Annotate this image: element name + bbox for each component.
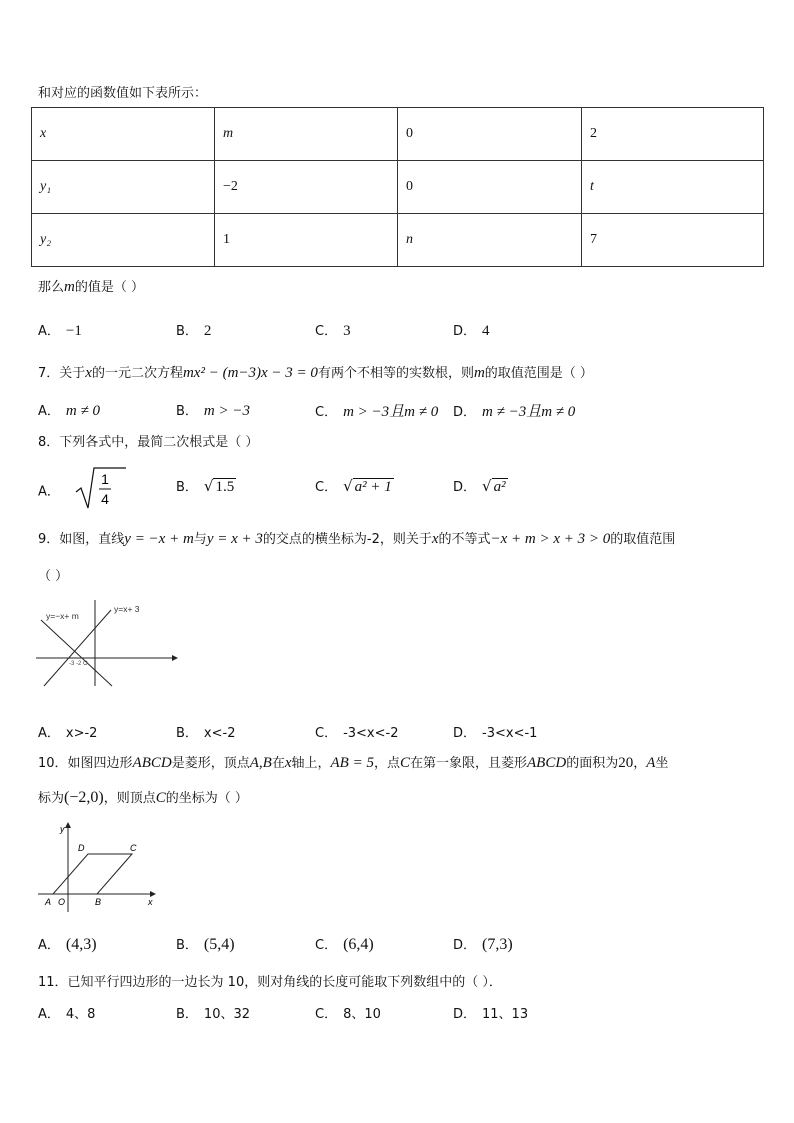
sqrt-fraction-svg [74,466,128,510]
radicand: 1.5 [215,479,235,495]
option-letter: A． [38,484,60,500]
q10-stem-line2 [38,787,248,807]
q7-prefix: 7．关于 [38,366,86,381]
table-cell: t [582,161,764,214]
math: A [646,755,656,771]
option-letter: C． [315,726,338,741]
option-value: -3<x<-1 [482,726,538,741]
q9-figure [36,600,178,688]
option-letter: D． [453,726,477,741]
q9-option-a[interactable] [38,722,97,741]
option-letter: C． [315,405,338,420]
table-cell: 0 [398,108,582,161]
q8-option-d[interactable] [453,476,508,496]
q7-option-a[interactable] [38,400,100,420]
label-line1: y=−x+ m [46,611,79,621]
option-letter: C． [315,480,338,495]
option-value: m > −3且m ≠ 0 [343,404,439,420]
sqrt-sign: √ [343,477,353,495]
option-value: 8、10 [343,1007,381,1022]
option-letter: C． [315,1007,338,1022]
x-axis-arrow [172,655,178,661]
math: 20 [618,755,634,771]
q6-option-b[interactable] [176,320,211,340]
radicand: a² + 1 [354,479,392,495]
option-value: 3 [343,323,351,339]
option-letter: B． [176,1007,198,1022]
q11-option-c[interactable] [315,1003,381,1022]
q9-line1: y = −x + m [124,531,194,547]
option-letter: A． [38,404,60,419]
radicand: a² [493,479,506,495]
q7-option-d[interactable] [453,400,575,421]
label-line2: y=x+ 3 [114,604,140,614]
text: ，则顶点 [103,791,156,806]
q11-option-d[interactable] [453,1003,528,1022]
option-value: m > −3 [203,403,250,419]
table-cell: y₁ [32,161,215,214]
option-value: x<-2 [203,726,236,741]
q6-stem [38,276,144,296]
label-b: B [95,897,102,907]
label-d: D [78,843,85,853]
option-value: −1 [65,323,82,339]
q6-stem-end: 的值是（ ） [74,280,144,295]
option-letter: B． [176,726,198,741]
table-row [32,161,764,214]
text: ，点 [373,756,400,771]
math: C [399,755,410,771]
text: ， [633,756,647,771]
text: 在第一象限，且菱形 [410,756,528,771]
line-pos [44,610,111,686]
sqrt-radicand [492,479,508,496]
q8-option-b[interactable] [176,476,236,496]
text: 的面积为 [566,756,619,771]
option-letter: B． [176,480,198,495]
option-letter: D． [453,1007,477,1022]
line-neg [41,620,112,686]
table-cell: 7 [582,214,764,267]
q11-option-b[interactable] [176,1003,250,1022]
option-value: (5,4) [203,936,235,953]
text: 是菱形，顶点 [171,756,250,771]
frac-denominator: 4 [101,491,109,507]
table-cell: −2 [215,161,398,214]
q6-option-c[interactable] [315,320,351,340]
y-axis-arrow [65,822,71,828]
q8-option-c[interactable] [315,476,394,496]
label-x: x [148,897,153,907]
option-letter: D． [453,938,477,953]
q9-after: 的交点的横坐标为-2，则关于 [262,532,432,547]
option-letter: B． [176,324,198,339]
text: 标为 [38,791,65,806]
label-a: A [45,897,52,907]
sqrt-sign: √ [482,477,492,495]
label-y: y [60,824,65,834]
q9-option-c[interactable] [315,722,398,741]
q10-figure [38,822,160,912]
label-c: C [130,843,137,853]
option-letter: A． [38,324,60,339]
option-letter: C． [315,324,338,339]
q7-end: 的取值范围是（ ） [484,366,593,381]
math: C [155,790,166,806]
option-letter: A． [38,938,60,953]
sqrt-symbol [74,466,128,514]
q6-stem-text: 那么 [38,280,65,295]
q7-option-c[interactable] [315,400,438,421]
q10-stem-line1 [38,752,668,772]
option-letter: D． [453,480,477,495]
q9-after2: 的不等式 [438,532,491,547]
table-cell: y₂ [32,214,215,267]
option-letter: D． [453,324,477,339]
q11-option-a[interactable] [38,1003,95,1022]
q9-end: 的取值范围 [610,532,676,547]
q6-option-a[interactable] [38,320,82,340]
q6-option-d[interactable] [453,320,490,340]
label-o: O [58,897,66,907]
q9-conn: 与 [193,532,207,547]
option-value: 4、8 [65,1007,96,1022]
q9-var-x: x [431,531,439,547]
rhombus-abcd [53,854,132,894]
option-value: (6,4) [343,936,374,953]
q9-option-d[interactable] [453,722,537,741]
math: A,B [249,755,272,771]
option-value: -3<x<-2 [343,726,399,741]
text: 的坐标为（ ） [165,791,248,806]
option-value: (7,3) [482,936,513,953]
text: 轴上， [291,756,331,771]
sqrt-radicand [353,479,394,496]
math: AB = 5 [330,755,374,771]
q7-option-b[interactable] [176,400,250,420]
table-cell: n [398,214,582,267]
q7-mid: 的一元二次方程 [91,366,183,381]
option-value: 10、32 [203,1007,251,1022]
q10-option-b[interactable] [176,934,235,954]
q9-paren: （ ） [38,569,69,584]
sqrt-radicand [213,479,236,496]
q7-equation: mx² − (m−3)x − 3 = 0 [182,365,318,381]
value-table [31,107,764,267]
table-cell: 0 [398,161,582,214]
q9-line2: y = x + 3 [206,531,263,547]
option-letter: A． [38,726,60,741]
text: 在 [271,756,285,771]
q9-option-b[interactable] [176,722,235,741]
q11-stem: 11．已知平行四边形的一边长为 10，则对角线的长度可能取下列数组中的（ ）． [38,975,502,990]
option-letter: D． [453,405,477,420]
q9-prefix: 9．如图，直线 [38,532,125,547]
option-value: 2 [203,323,212,339]
q6-var: m [64,279,75,295]
q8-stem: 8．下列各式中，最简二次根式是（ ） [38,435,259,450]
text: 10．如图四边形 [38,756,133,771]
intro-text: 和对应的函数值如下表所示： [38,86,208,101]
math: (−2,0) [64,789,104,806]
frac-numerator: 1 [101,471,109,487]
q10-option-a[interactable] [38,934,97,954]
q7-after: 有两个不相等的实数根，则 [317,366,474,381]
table-cell: 2 [582,108,764,161]
math: ABCD [132,755,172,771]
option-letter: A． [38,1007,60,1022]
q7-var-m: m [473,365,485,381]
sqrt-sign: √ [203,477,214,495]
option-value: x>-2 [65,726,98,741]
option-letter: C． [315,938,338,953]
table-row [32,214,764,267]
q10-option-c[interactable] [315,934,374,954]
table-cell: 1 [215,214,398,267]
table-cell: m [215,108,398,161]
option-value: m ≠ 0 [65,403,100,419]
q8-option-a[interactable] [38,466,128,514]
option-value: m ≠ −3且m ≠ 0 [482,404,576,420]
q7-stem [38,362,593,382]
option-letter: B． [176,938,198,953]
q7-var-x: x [85,365,92,381]
math: ABCD [527,755,567,771]
q9-inequality: −x + m > x + 3 > 0 [490,531,611,547]
option-value: 4 [482,323,490,339]
text: 坐 [655,756,669,771]
q10-option-d[interactable] [453,934,513,954]
q9-stem [38,528,675,548]
option-letter: B． [176,404,198,419]
table-cell: x [32,108,215,161]
option-value: 11、13 [482,1007,529,1022]
math: x [284,755,292,771]
tick-labels: -3 -2 O [69,661,88,667]
option-value: (4,3) [65,936,97,953]
table-row [32,108,764,161]
